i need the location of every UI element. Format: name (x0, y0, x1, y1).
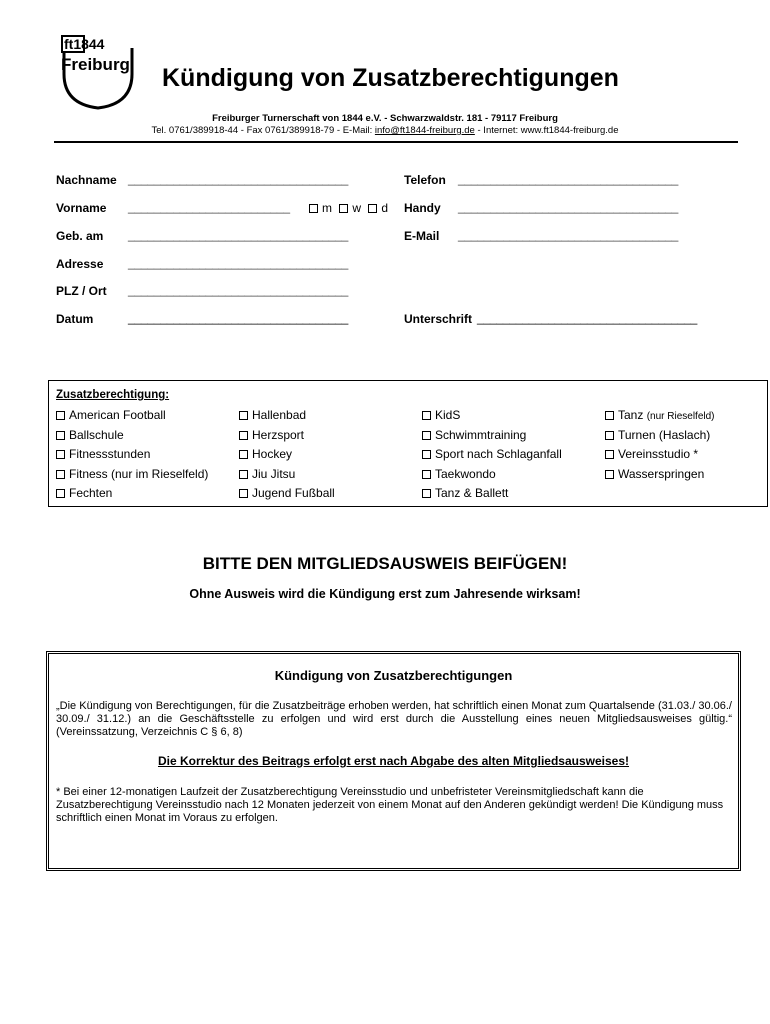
option-label: Fechten (69, 486, 113, 500)
option-item[interactable] (605, 447, 698, 461)
option-item[interactable] (605, 467, 704, 481)
option-label: Fitnessstunden (69, 447, 151, 461)
notice-headline: BITTE DEN MITGLIEDSAUSWEIS BEIFÜGEN! (202, 554, 568, 573)
option-label: Jugend Fußball (252, 486, 335, 500)
checkbox[interactable] (422, 431, 431, 440)
adresse-label: Adresse (56, 257, 104, 271)
terms-paragraph-2: * Bei einer 12-monatigen Laufzeit der Zusatzberechtigung Vereinsstudio und unbefristeter Vereinsmitgliedschaft kann die Zusatzberechtigung Vereinsstudio nach 12 Monaten jederzeit von einem Monat auf den Anderen gekündigt werden! Die Kündigung muss schriftlich einen Monat im Voraus zu erfolgen. (56, 786, 724, 824)
option-note: (nur Rieselfeld) (646, 411, 715, 422)
gender-d-label: d (381, 201, 389, 215)
gender-m-checkbox[interactable] (309, 204, 318, 213)
logo-text-bottom: Freiburg (61, 55, 130, 74)
option-label: Sport nach Schlaganfall (435, 447, 562, 461)
option-item[interactable] (239, 467, 295, 481)
email-field[interactable]: __________________________________ (458, 228, 679, 242)
page-title: Kündigung von Zusatzberechtigungen (162, 64, 619, 92)
option-label: Hockey (252, 447, 293, 461)
option-label: Tanz & Ballett (435, 486, 509, 500)
checkbox[interactable] (605, 470, 614, 479)
checkbox[interactable] (605, 431, 614, 440)
option-item[interactable] (56, 408, 166, 422)
option-item[interactable] (422, 428, 526, 442)
option-label: Tanz (618, 408, 647, 422)
gender-options (309, 201, 388, 215)
gender-w-checkbox[interactable] (339, 204, 348, 213)
checkbox[interactable] (422, 450, 431, 459)
option-label: Fitness (nur im Rieselfeld) (69, 467, 209, 481)
option-item[interactable] (605, 428, 710, 442)
checkbox[interactable] (56, 431, 65, 440)
contact-prefix: Tel. 0761/389918-44 - Fax 0761/389918-79 - E-Mail: (151, 125, 375, 136)
datum-label: Datum (56, 312, 94, 326)
option-item[interactable] (239, 486, 335, 500)
plz-label: PLZ / Ort (56, 284, 107, 298)
option-item[interactable] (605, 408, 715, 422)
option-item[interactable] (422, 467, 496, 481)
unterschrift-label: Unterschrift (404, 312, 473, 326)
vorname-field[interactable]: _________________________ (128, 200, 290, 214)
checkbox[interactable] (56, 489, 65, 498)
notice-subline: Ohne Ausweis wird die Kündigung erst zum Jahresende wirksam! (189, 587, 581, 601)
terms-korrektur: Die Korrektur des Beitrags erfolgt erst nach Abgabe des alten Mitgliedsausweises! (157, 754, 630, 768)
option-label: Herzsport (252, 428, 305, 442)
vorname-label: Vorname (56, 201, 107, 215)
option-label: Hallenbad (252, 408, 307, 422)
logo-text-top: ft1844 (64, 36, 105, 52)
option-item[interactable] (239, 447, 292, 461)
option-item[interactable] (422, 408, 460, 422)
checkbox[interactable] (239, 431, 248, 440)
geb-field[interactable]: __________________________________ (128, 228, 349, 242)
gender-d-checkbox[interactable] (368, 204, 377, 213)
club-logo (58, 34, 138, 110)
option-item[interactable] (239, 408, 306, 422)
terms-paragraph-1: „Die Kündigung von Berechtigungen, für die Zusatzbeiträge erhoben werden, hat schriftlich einen Monat zum Quartalsende (31.03./ 30.06./ 30.09./ 31.12.) an die Geschäftsstelle zu erfolgen und wird erst durch die Ausstellung eines neuen Mitgliedsausweises gültig.“ (Vereinssatzung, Verzeichnis C § 6, 8) (56, 700, 732, 738)
zusatz-heading: Zusatzberechtigung: (56, 389, 170, 401)
checkbox[interactable] (56, 450, 65, 459)
telefon-field[interactable]: __________________________________ (458, 172, 679, 186)
nachname-label: Nachname (56, 173, 117, 187)
option-label: American Football (69, 408, 166, 422)
adresse-field[interactable]: __________________________________ (128, 256, 349, 270)
option-label: Taekwondo (435, 467, 496, 481)
option-item[interactable] (239, 428, 304, 442)
datum-field[interactable]: __________________________________ (128, 311, 349, 325)
gender-m-label: m (322, 201, 332, 215)
header-divider (54, 141, 738, 143)
option-item[interactable] (56, 467, 208, 481)
option-item[interactable] (56, 428, 124, 442)
checkbox[interactable] (422, 489, 431, 498)
email-label: E-Mail (404, 229, 440, 243)
checkbox[interactable] (605, 450, 614, 459)
checkbox[interactable] (56, 411, 65, 420)
option-item[interactable] (422, 447, 562, 461)
plz-field[interactable]: __________________________________ (128, 283, 349, 297)
unterschrift-field[interactable]: __________________________________ (477, 311, 698, 325)
option-item[interactable] (56, 447, 150, 461)
checkbox[interactable] (605, 411, 614, 420)
terms-title: Kündigung von Zusatzberechtigungen (274, 668, 513, 683)
handy-label: Handy (404, 201, 441, 215)
contact-line (0, 125, 770, 136)
checkbox[interactable] (239, 489, 248, 498)
option-label: Schwimmtraining (435, 428, 527, 442)
option-item[interactable] (422, 486, 508, 500)
option-label: Ballschule (69, 428, 124, 442)
checkbox[interactable] (422, 411, 431, 420)
gender-w-label: w (352, 201, 362, 215)
option-label: Wasserspringen (618, 467, 705, 481)
telefon-label: Telefon (404, 173, 446, 187)
option-label: Jiu Jitsu (252, 467, 296, 481)
org-address: Freiburger Turnerschaft von 1844 e.V. - Schwarzwaldstr. 181 - 79117 Freiburg (212, 113, 558, 124)
geb-label: Geb. am (56, 229, 104, 243)
checkbox[interactable] (56, 470, 65, 479)
email-link[interactable]: info@ft1844-freiburg.de (374, 125, 475, 136)
checkbox[interactable] (239, 450, 248, 459)
checkbox[interactable] (239, 411, 248, 420)
nachname-field[interactable]: __________________________________ (128, 172, 349, 186)
checkbox[interactable] (239, 470, 248, 479)
option-label: Vereinsstudio * (618, 447, 699, 461)
option-label: Turnen (Haslach) (618, 428, 711, 442)
checkbox[interactable] (422, 470, 431, 479)
option-item[interactable] (56, 486, 112, 500)
option-label: KidS (435, 408, 461, 422)
contact-suffix: - Internet: www.ft1844-freiburg.de (474, 125, 619, 136)
handy-field[interactable]: __________________________________ (458, 200, 679, 214)
